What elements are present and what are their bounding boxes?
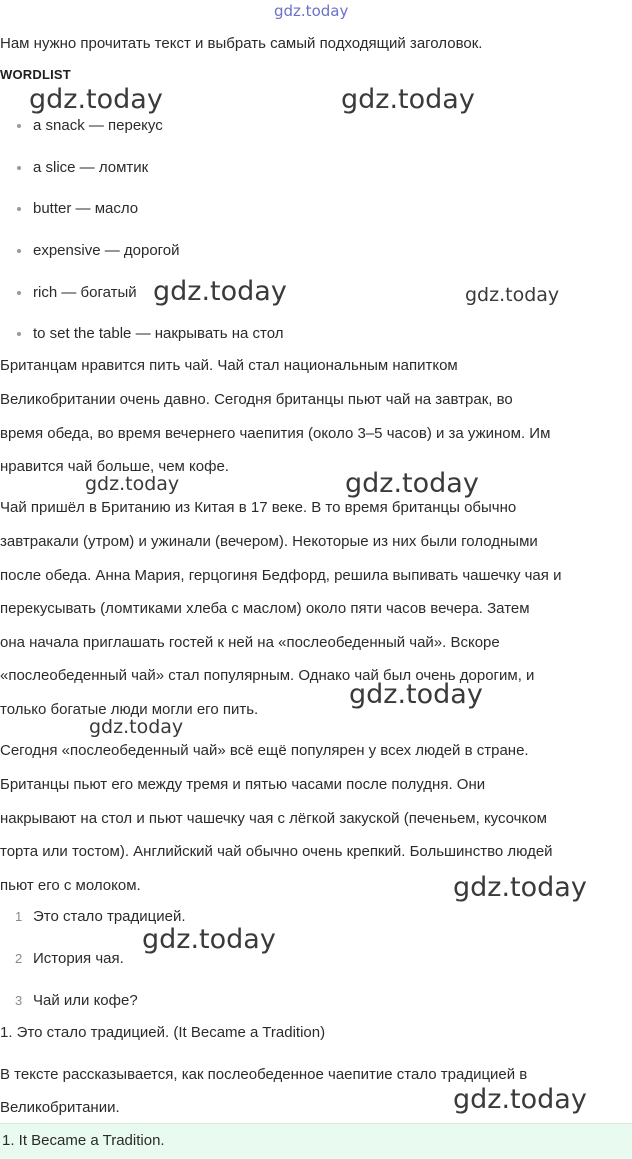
- text-line: Британцам нравится пить чай. Чай стал национальным напитком: [0, 357, 458, 374]
- option-item: 2 История чая.: [15, 950, 124, 967]
- text-line: Британцы пьют его между тремя и пятью часами после полудня. Они: [0, 776, 486, 793]
- text-line: Великобритании очень давно. Сегодня британцы пьют чай на завтрак, во: [0, 391, 513, 408]
- wordlist-heading: WORDLIST: [0, 67, 71, 82]
- intro-text: Нам нужно прочитать текст и выбрать самый подходящий заголовок.: [0, 35, 483, 52]
- bullet-dot-icon: [17, 249, 21, 253]
- text-line: перекусывать (ломтиками хлеба с маслом) около пяти часов вечера. Затем: [0, 600, 530, 617]
- watermark: gdz.today: [341, 84, 475, 115]
- watermark: gdz.today: [29, 84, 163, 115]
- text-line: после обеда. Анна Мария, герцогиня Бедфорд, решила выпивать чашечку чая и: [0, 567, 562, 584]
- option-item: 1 Это стало традицией.: [15, 908, 186, 925]
- bullet-dot-icon: [17, 332, 21, 336]
- watermark: gdz.today: [453, 1084, 587, 1115]
- watermark: gdz.today: [349, 679, 483, 710]
- explanation-line: Великобритании.: [0, 1099, 120, 1116]
- watermark: gdz.today: [465, 284, 560, 306]
- answer-title: 1. Это стало традицией. (It Became a Tradition): [0, 1024, 326, 1041]
- watermark: gdz.today: [85, 473, 180, 495]
- text-line: накрывают на стол и пьют чашечку чая с лёгкой закуской (печеньем, кусочком: [0, 810, 547, 827]
- watermark: gdz.today: [453, 872, 587, 903]
- bullet-dot-icon: [17, 207, 21, 211]
- text-line: пьют его с молоком.: [0, 877, 141, 894]
- text-line: Чай пришёл в Британию из Китая в 17 веке. В то время британцы обычно: [0, 499, 517, 516]
- final-answer-box: [0, 1123, 632, 1159]
- text-line: нравится чай больше, чем кофе.: [0, 458, 229, 475]
- watermark: gdz.today: [153, 276, 287, 307]
- text-line: «послеобеденный чай» стал популярным. Однако чай был очень дорогим, и: [0, 667, 535, 684]
- bullet-dot-icon: [17, 291, 21, 295]
- text-line: Сегодня «послеобеденный чай» всё ещё популярен у всех людей в стране.: [0, 742, 529, 759]
- text-line: время обеда, во время вечернего чаепития (около 3–5 часов) и за ужином. Им: [0, 425, 551, 442]
- watermark: gdz.today: [89, 716, 184, 738]
- watermark: gdz.today: [345, 468, 479, 499]
- final-answer: 1. It Became a Tradition.: [2, 1132, 165, 1149]
- option-item: 3 Чай или кофе?: [15, 992, 138, 1009]
- text-line: завтракали (утром) и ужинали (вечером). Некоторые из них были голодными: [0, 533, 538, 550]
- text-line: торта или тостом). Английский чай обычно очень крепкий. Большинство людей: [0, 843, 553, 860]
- text-line: она начала приглашать гостей к ней на «послеобеденный чай». Вскоре: [0, 634, 500, 651]
- watermark-top: gdz.today: [274, 2, 349, 20]
- explanation-line: В тексте рассказывается, как послеобеденное чаепитие стало традицией в: [0, 1066, 528, 1083]
- watermark: gdz.today: [142, 924, 276, 955]
- text-line: только богатые люди могли его пить.: [0, 701, 259, 718]
- bullet-dot-icon: [17, 166, 21, 170]
- bullet-dot-icon: [17, 124, 21, 128]
